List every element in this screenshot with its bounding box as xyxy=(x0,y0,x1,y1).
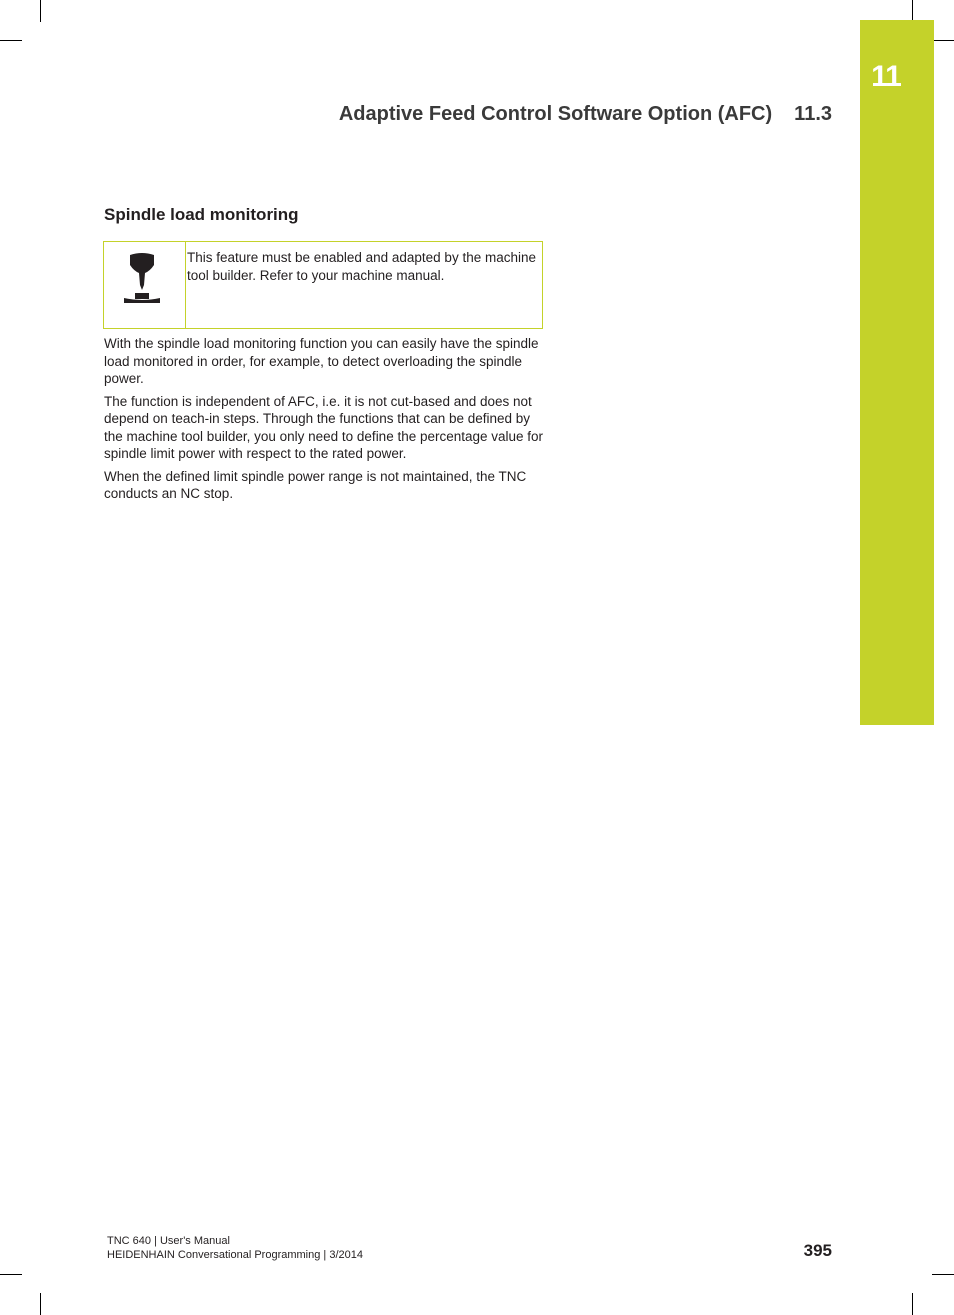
paragraph: With the spindle load monitoring function you can easily have the spindle load monitored in order, for example, to detect overloading the spindle power. xyxy=(104,336,539,386)
page-number: 395 xyxy=(803,1241,832,1260)
paragraph: When the defined limit spindle power range is not maintained, the TNC conducts an NC stop. xyxy=(104,468,527,501)
footer-info xyxy=(107,1235,363,1262)
machine-tool-icon xyxy=(122,252,162,306)
running-header-title: Adaptive Feed Control Software Option (AFC) xyxy=(338,103,773,125)
crop-mark xyxy=(0,1274,22,1275)
footer-line: HEIDENHAIN Conversational Programming | 3/2014 xyxy=(107,1248,363,1261)
crop-mark xyxy=(912,0,913,22)
chapter-tab xyxy=(860,20,934,725)
paragraph: The function is independent of AFC, i.e. it is not cut-based and does not depend on teach-in steps. Through the functions that can be defined by the machine tool builder, you only need to define the percentage value for spindle limit power with respect to the rated power. xyxy=(104,393,544,461)
section-number: 11.3 xyxy=(794,103,832,125)
crop-mark xyxy=(40,0,41,22)
section-heading: Spindle load monitoring xyxy=(104,205,299,224)
note-divider xyxy=(185,242,186,328)
body-text xyxy=(104,335,544,508)
note-box xyxy=(103,241,543,329)
footer-line: TNC 640 | User's Manual xyxy=(107,1235,230,1247)
chapter-number: 11 xyxy=(871,60,901,93)
note-text: This feature must be enabled and adapted by the machine tool builder. Refer to your machine manual. xyxy=(187,250,536,283)
crop-mark xyxy=(40,1293,41,1315)
crop-mark xyxy=(0,40,22,41)
crop-mark xyxy=(932,40,954,41)
running-header xyxy=(339,103,832,126)
crop-mark xyxy=(912,1293,913,1315)
crop-mark xyxy=(932,1274,954,1275)
